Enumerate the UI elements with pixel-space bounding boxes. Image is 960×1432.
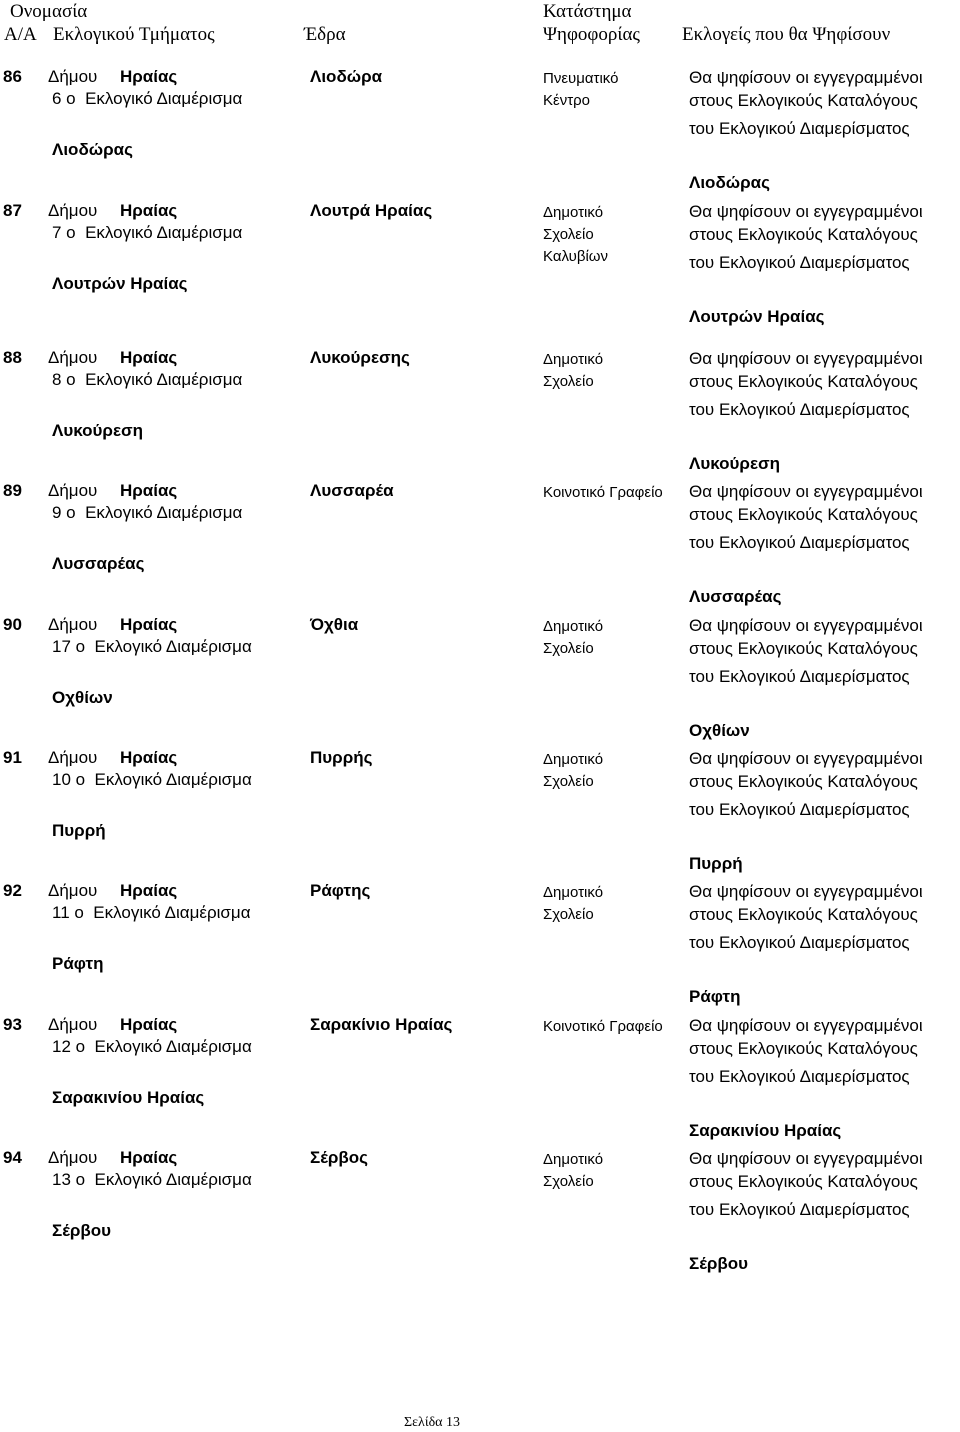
polling-station-line1: Δημοτικό [543,1151,604,1168]
district-area: Ράφτη [52,954,104,973]
voters-line3: του Εκλογικού Διαμερίσματος [689,667,910,686]
polling-station-line2: Σχολείο [543,1173,594,1190]
heraias-label: Ηραίας [120,748,178,767]
voters-line2: στους Εκλογικούς Καταλόγους [689,639,918,658]
district-area: Οχθίων [52,688,113,707]
record-number: 87 [3,201,22,220]
voters-area: Σαρακινίου Ηραίας [689,1121,842,1140]
voters-line2: στους Εκλογικούς Καταλόγους [689,905,918,924]
district-ordinal: 9 ο [52,503,76,522]
record-number: 94 [3,1148,22,1167]
seat: Λουτρά Ηραίας [310,201,433,220]
record-number: 88 [3,348,22,367]
voters-area: Λουτρών Ηραίας [689,307,825,326]
district-sub [52,1037,252,1057]
heraias-label: Ηραίας [120,881,178,900]
district-sub [52,370,242,390]
voters-line1: Θα ψηφίσουν οι εγγεγραμμένοι [689,616,923,635]
district-label: Εκλογικό Διαμέρισμα [85,503,243,522]
table-row [0,881,960,1014]
record-number: 92 [3,881,22,900]
table-row [0,1148,960,1281]
polling-station-line2: Σχολείο [543,640,594,657]
district-label: Εκλογικό Διαμέρισμα [85,89,243,108]
seat: Σαρακίνιο Ηραίας [310,1015,453,1034]
polling-station-line1: Δημοτικό [543,204,604,221]
polling-station-line1: Κοινοτικό Γραφείο [543,484,663,501]
voters-line1: Θα ψηφίσουν οι εγγεγραμμένοι [689,1016,923,1035]
voters-line3: του Εκλογικού Διαμερίσματος [689,933,910,952]
record-number: 93 [3,1015,22,1034]
voters-line1: Θα ψηφίσουν οι εγγεγραμμένοι [689,1149,923,1168]
table-row [0,481,960,614]
dimou-label: Δήμου [48,1148,98,1167]
polling-station-line1: Δημοτικό [543,618,604,635]
seat: Πυρρής [310,748,373,767]
dimou-label: Δήμου [48,1015,98,1034]
district-area: Λυκούρεση [52,421,144,440]
voters-area: Σέρβου [689,1254,749,1273]
district-label: Εκλογικό Διαμέρισμα [85,223,243,242]
district-label: Εκλογικό Διαμέρισμα [94,1037,252,1056]
district-ordinal: 10 ο [52,770,86,789]
heraias-label: Ηραίας [120,201,178,220]
record-number: 90 [3,615,22,634]
polling-station-line1: Δημοτικό [543,351,604,368]
district-label: Εκλογικό Διαμέρισμα [94,637,252,656]
polling-station-line2: Σχολείο [543,373,594,390]
district-label: Εκλογικό Διαμέρισμα [94,770,252,789]
polling-station-line3: Καλυβίων [543,248,609,265]
district-area: Σέρβου [52,1221,112,1240]
voters-line1: Θα ψηφίσουν οι εγγεγραμμένοι [689,202,923,221]
heraias-label: Ηραίας [120,481,178,500]
dimou-label: Δήμου [48,748,98,767]
district-sub [52,903,251,923]
voters-line2: στους Εκλογικούς Καταλόγους [689,225,918,244]
table-row [0,67,960,200]
table-row [0,201,960,334]
header-seat: Έδρα [304,24,346,45]
district-area: Πυρρή [52,821,106,840]
voters-area: Πυρρή [689,854,743,873]
voters-area: Ράφτη [689,987,741,1006]
voters-area: Λυσσαρέας [689,587,782,606]
district-area: Λουτρών Ηραίας [52,274,188,293]
district-sub [52,223,242,243]
voters-line1: Θα ψηφίσουν οι εγγεγραμμένοι [689,882,923,901]
dimou-label: Δήμου [48,615,98,634]
record-number: 86 [3,67,22,86]
record-number: 91 [3,748,22,767]
voters-line2: στους Εκλογικούς Καταλόγους [689,772,918,791]
record-number: 89 [3,481,22,500]
voters-area: Λυκούρεση [689,454,781,473]
header-name-line1: Ονομασία [10,1,88,22]
voters-area: Οχθίων [689,721,750,740]
district-sub [52,89,242,109]
seat: Λυσσαρέα [310,481,394,500]
dimou-label: Δήμου [48,201,98,220]
voters-line3: του Εκλογικού Διαμερίσματος [689,119,910,138]
header-name-line2: Εκλογικού Τμήματος [53,24,215,45]
district-ordinal: 7 ο [52,223,76,242]
voters-line3: του Εκλογικού Διαμερίσματος [689,253,910,272]
voters-line2: στους Εκλογικούς Καταλόγους [689,372,918,391]
district-sub [52,637,252,657]
district-ordinal: 17 ο [52,637,86,656]
district-sub [52,503,242,523]
seat: Λιοδώρα [310,67,383,86]
district-area: Σαρακινίου Ηραίας [52,1088,205,1107]
voters-line3: του Εκλογικού Διαμερίσματος [689,400,910,419]
header-elections: Εκλογείς που θα Ψηφίσουν [682,24,891,45]
seat: Σέρβος [310,1148,368,1167]
voters-line3: του Εκλογικού Διαμερίσματος [689,800,910,819]
polling-station-line2: Σχολείο [543,773,594,790]
header-aa: Α/Α [4,24,37,45]
voters-line2: στους Εκλογικούς Καταλόγους [689,1172,918,1191]
dimou-label: Δήμου [48,881,98,900]
district-ordinal: 13 ο [52,1170,86,1189]
district-sub [52,770,252,790]
voters-line1: Θα ψηφίσουν οι εγγεγραμμένοι [689,349,923,368]
voters-line2: στους Εκλογικούς Καταλόγους [689,1039,918,1058]
polling-station-line2: Σχολείο [543,906,594,923]
voters-line1: Θα ψηφίσουν οι εγγεγραμμένοι [689,749,923,768]
seat: Όχθια [310,615,359,634]
voters-area: Λιοδώρας [689,173,770,192]
district-ordinal: 8 ο [52,370,76,389]
voters-line3: του Εκλογικού Διαμερίσματος [689,1200,910,1219]
district-area: Λυσσαρέας [52,554,145,573]
voters-line3: του Εκλογικού Διαμερίσματος [689,1067,910,1086]
seat: Λυκούρεσης [310,348,410,367]
voters-line1: Θα ψηφίσουν οι εγγεγραμμένοι [689,482,923,501]
district-label: Εκλογικό Διαμέρισμα [85,370,243,389]
seat: Ράφτης [310,881,371,900]
table-row [0,615,960,748]
heraias-label: Ηραίας [120,67,178,86]
table-row [0,1015,960,1148]
heraias-label: Ηραίας [120,615,178,634]
voters-line2: στους Εκλογικούς Καταλόγους [689,91,918,110]
table-row [0,748,960,881]
polling-station-line2: Σχολείο [543,226,594,243]
polling-station-line1: Δημοτικό [543,751,604,768]
district-label: Εκλογικό Διαμέρισμα [94,1170,252,1189]
district-ordinal: 11 ο [52,903,84,922]
voters-line2: στους Εκλογικούς Καταλόγους [689,505,918,524]
heraias-label: Ηραίας [120,1015,178,1034]
header-station-line2: Ψηφοφορίας [543,24,640,45]
district-ordinal: 12 ο [52,1037,86,1056]
polling-station-line1: Πνευματικό [543,70,619,87]
district-sub [52,1170,252,1190]
header-station-line1: Κατάστημα [543,1,632,22]
voters-line3: του Εκλογικού Διαμερίσματος [689,533,910,552]
district-area: Λιοδώρας [52,140,133,159]
district-label: Εκλογικό Διαμέρισμα [93,903,251,922]
dimou-label: Δήμου [48,67,98,86]
district-ordinal: 6 ο [52,89,76,108]
dimou-label: Δήμου [48,481,98,500]
polling-station-line2: Κέντρο [543,92,590,109]
voters-line1: Θα ψηφίσουν οι εγγεγραμμένοι [689,68,923,87]
page-number: Σελίδα 13 [404,1415,461,1430]
polling-station-line1: Δημοτικό [543,884,604,901]
polling-station-line1: Κοινοτικό Γραφείο [543,1018,663,1035]
table-row [0,348,960,481]
heraias-label: Ηραίας [120,1148,178,1167]
dimou-label: Δήμου [48,348,98,367]
heraias-label: Ηραίας [120,348,178,367]
